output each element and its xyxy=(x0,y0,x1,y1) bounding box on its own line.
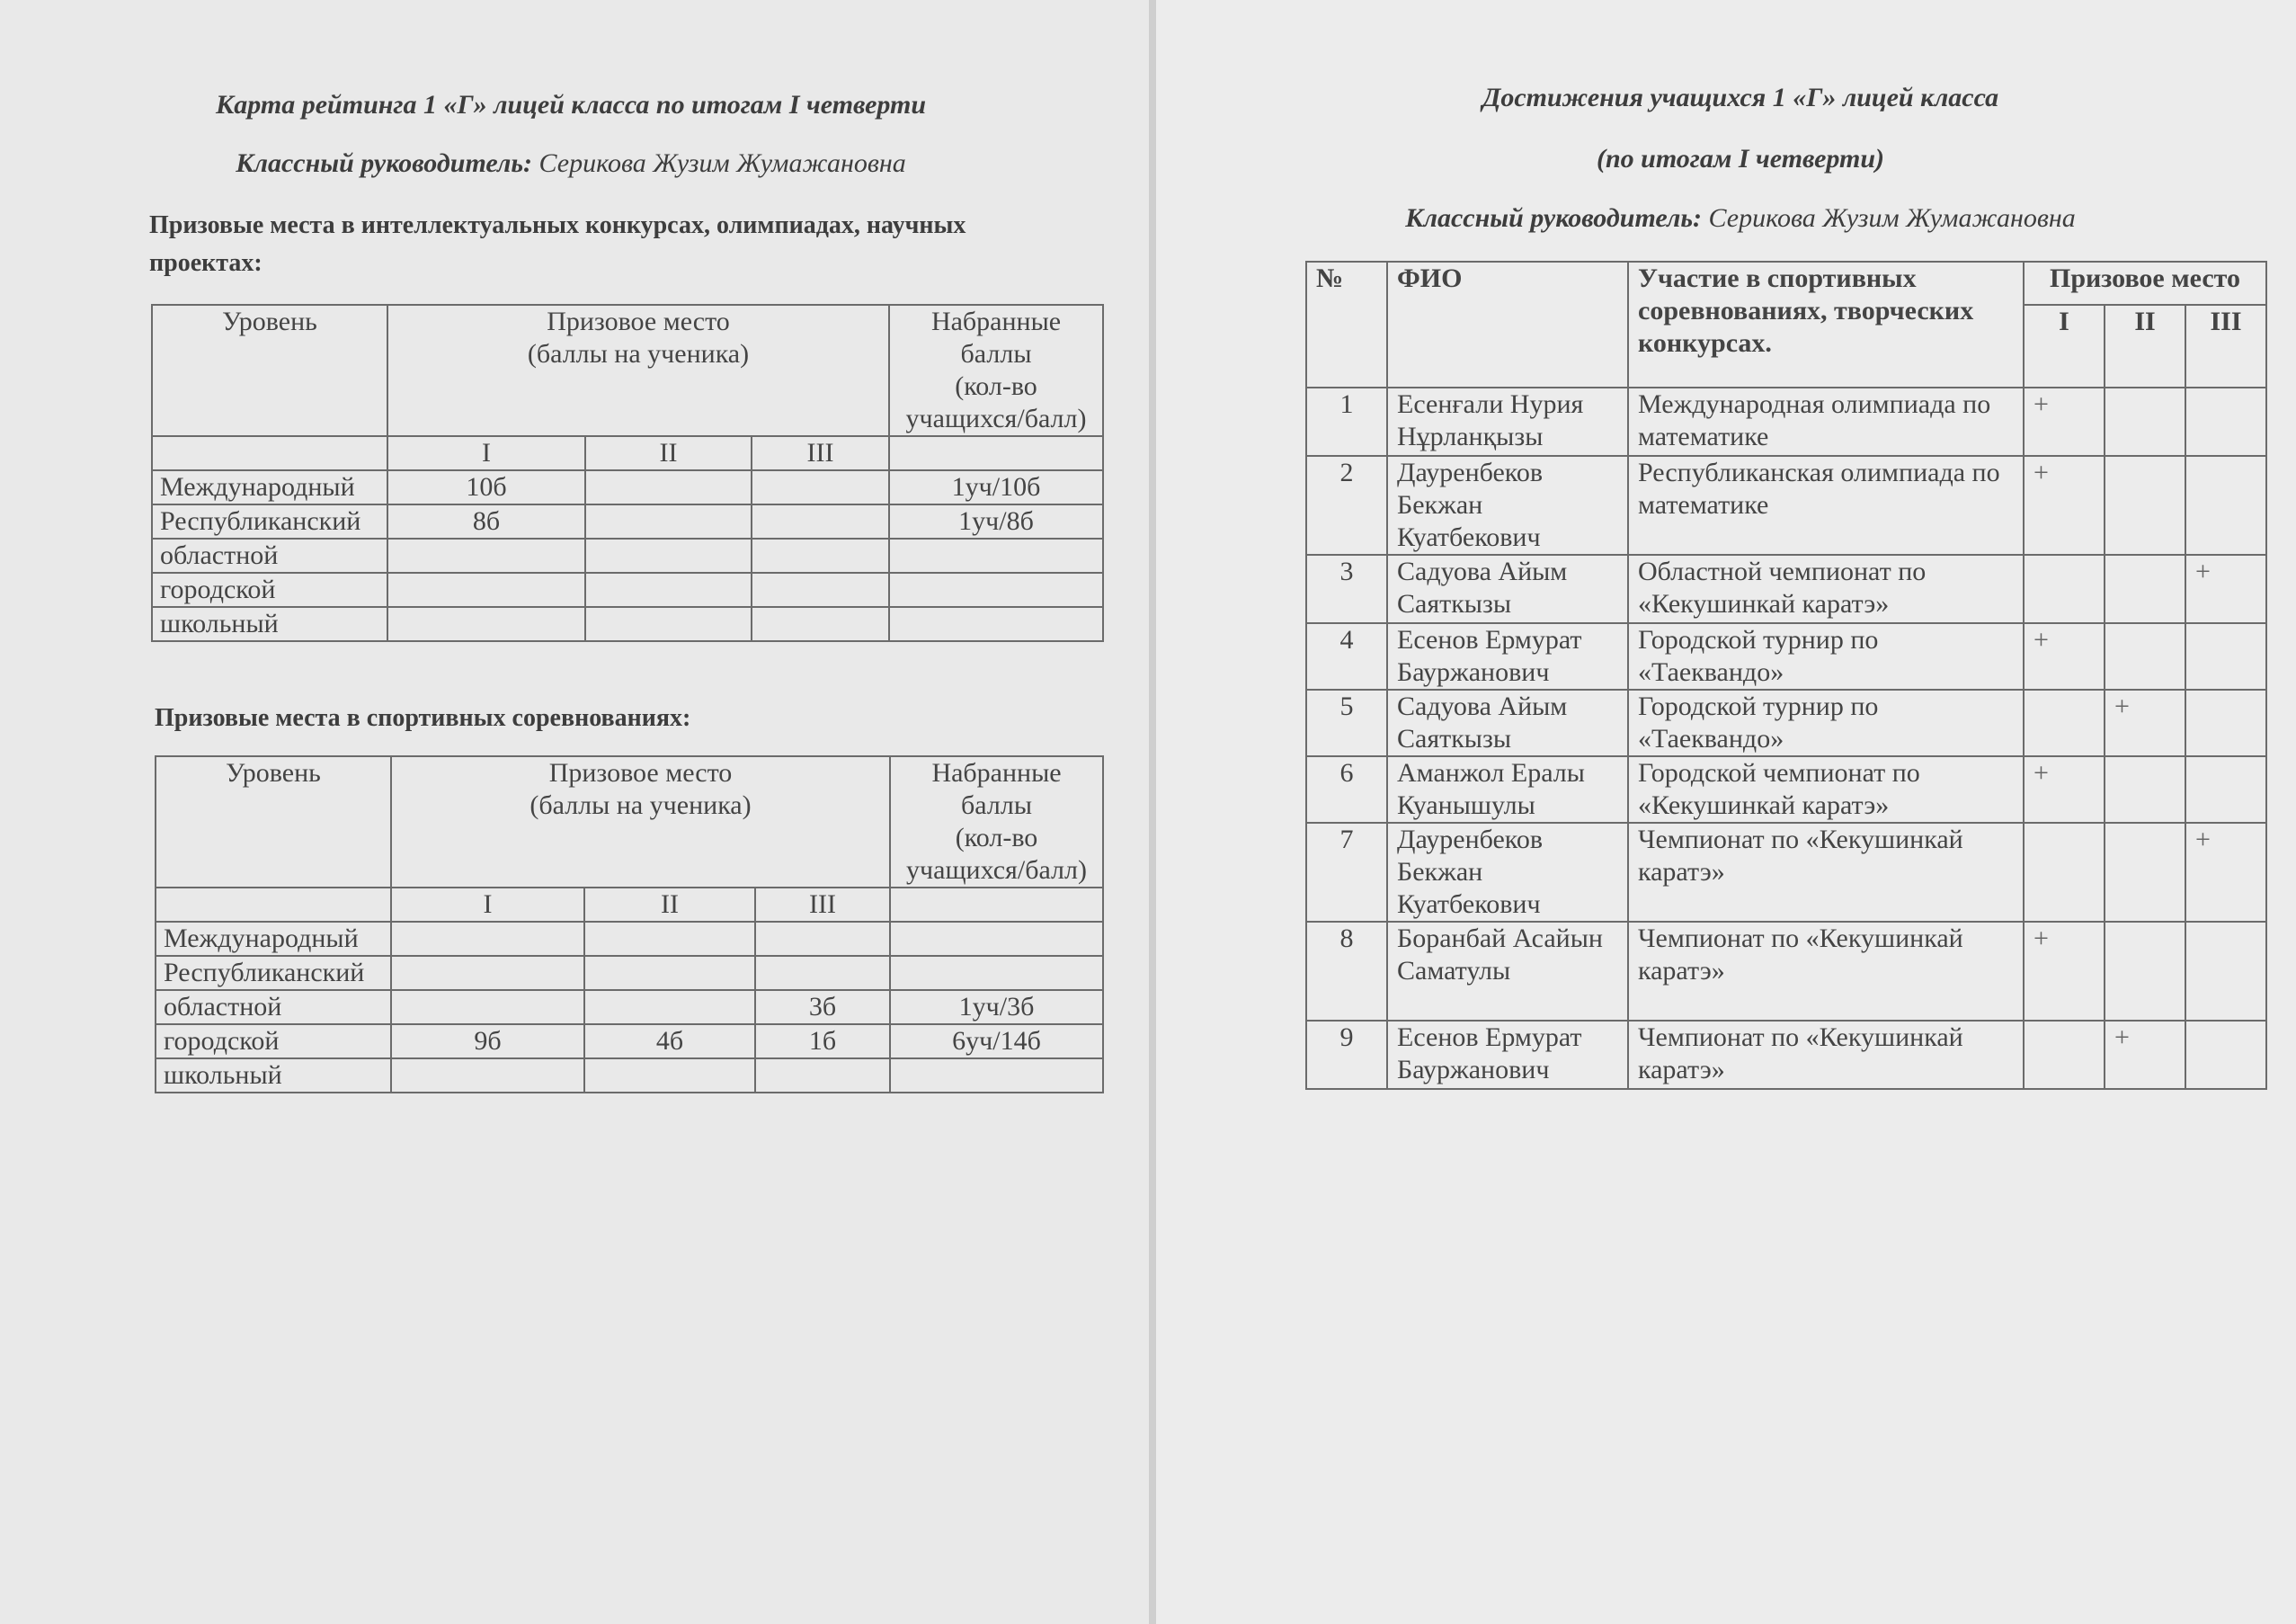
student-name: Садуова Айым Саяткызы xyxy=(1387,690,1628,756)
place-1-cell xyxy=(391,1058,584,1093)
place-1-cell xyxy=(2024,555,2105,623)
place-2-cell: + xyxy=(2105,690,2185,756)
row-number: 7 xyxy=(1306,823,1387,922)
place-1-cell xyxy=(2024,823,2105,922)
table-row xyxy=(1306,823,2266,922)
teacher-label: Классный руководитель: xyxy=(236,148,533,178)
level-cell: городской xyxy=(156,1024,391,1058)
row-number: 2 xyxy=(1306,456,1387,555)
score-cell: 1уч/10б xyxy=(889,470,1103,504)
sport-prizes-table xyxy=(155,755,1104,1093)
student-name: Есенов Ермурат Бауржанович xyxy=(1387,623,1628,690)
teacher-line-right xyxy=(1291,203,2190,234)
header-score-line1: Набранные xyxy=(931,758,1062,788)
place-3-cell xyxy=(2185,756,2266,823)
row-number: 3 xyxy=(1306,555,1387,623)
score-cell: 1уч/3б xyxy=(890,990,1103,1024)
score-cell xyxy=(890,922,1103,956)
table-row xyxy=(1306,555,2266,623)
place-2-cell xyxy=(2105,823,2185,922)
place-1-cell: + xyxy=(2024,756,2105,823)
achievements-table xyxy=(1305,261,2267,1090)
header-score-line4: учащихся/балл) xyxy=(906,855,1087,885)
row-number: 6 xyxy=(1306,756,1387,823)
row-number: 5 xyxy=(1306,690,1387,756)
score-cell xyxy=(890,1058,1103,1093)
header-name: ФИО xyxy=(1387,262,1628,388)
table-row xyxy=(156,1058,1103,1093)
header-score-line3: (кол-во xyxy=(955,823,1038,852)
place-1-cell xyxy=(387,539,585,573)
table-row xyxy=(1306,388,2266,456)
score-cell xyxy=(889,607,1103,641)
score-cell: 1уч/8б xyxy=(889,504,1103,539)
subheader-place-3: III xyxy=(752,436,889,470)
student-name: Садуова Айым Саяткызы xyxy=(1387,555,1628,623)
level-cell: областной xyxy=(156,990,391,1024)
place-1-cell xyxy=(391,922,584,956)
place-1-cell xyxy=(2024,690,2105,756)
header-prize: Призовое место xyxy=(2024,262,2266,305)
table-row xyxy=(152,539,1103,573)
place-3-cell: 1б xyxy=(755,1024,890,1058)
student-name: Дауренбеков Бекжан Куатбекович xyxy=(1387,456,1628,555)
header-place-1: I xyxy=(2024,305,2105,388)
place-2-cell xyxy=(2105,456,2185,555)
place-2-cell xyxy=(2105,922,2185,1021)
subheader-score-empty xyxy=(889,436,1103,470)
achievements-subtitle: (по итогам I четверти) xyxy=(1596,144,1885,174)
place-2-cell: 4б xyxy=(584,1024,755,1058)
place-3-cell xyxy=(752,504,889,539)
row-number: 8 xyxy=(1306,922,1387,1021)
row-number: 1 xyxy=(1306,388,1387,456)
header-score xyxy=(890,756,1103,888)
place-1-cell xyxy=(387,607,585,641)
section-intellectual-title-line2: проектах: xyxy=(149,249,263,277)
level-cell: Международный xyxy=(152,470,387,504)
place-1-cell xyxy=(387,573,585,607)
place-2-cell xyxy=(584,922,755,956)
place-2-cell xyxy=(2105,623,2185,690)
teacher-label: Классный руководитель: xyxy=(1405,203,1703,233)
subheader-place-1: I xyxy=(391,888,584,922)
place-2-cell xyxy=(585,504,752,539)
table-row xyxy=(152,607,1103,641)
header-score-line2: баллы xyxy=(960,339,1032,369)
place-3-cell: + xyxy=(2185,823,2266,922)
header-place-3: III xyxy=(2185,305,2266,388)
place-2-cell xyxy=(585,573,752,607)
level-cell: Республиканский xyxy=(156,956,391,990)
subheader-empty xyxy=(156,888,391,922)
header-prize xyxy=(391,756,890,888)
student-name: Боранбай Асайын Саматулы xyxy=(1387,922,1628,1021)
subheader-place-1: I xyxy=(387,436,585,470)
place-2-cell xyxy=(2105,388,2185,456)
place-3-cell: + xyxy=(2185,555,2266,623)
header-score-line3: (кол-во xyxy=(955,371,1037,401)
level-cell: городской xyxy=(152,573,387,607)
table-row xyxy=(156,990,1103,1024)
header-prize xyxy=(387,305,889,436)
place-2-cell: + xyxy=(2105,1021,2185,1089)
teacher-name: Серикова Жузим Жумажановна xyxy=(1708,203,2076,233)
student-name: Аманжол Ералы Куанышулы xyxy=(1387,756,1628,823)
place-1-cell: 9б xyxy=(391,1024,584,1058)
table-row xyxy=(1306,456,2266,555)
place-2-cell xyxy=(585,539,752,573)
place-1-cell: 8б xyxy=(387,504,585,539)
row-number: 9 xyxy=(1306,1021,1387,1089)
header-prize-line1: Призовое место xyxy=(547,307,730,336)
header-event: Участие в спортивных соревнованиях, творческих конкурсах. xyxy=(1628,262,2024,388)
place-2-cell xyxy=(2105,555,2185,623)
place-2-cell xyxy=(585,470,752,504)
place-3-cell xyxy=(2185,690,2266,756)
student-name: Дауренбеков Бекжан Куатбекович xyxy=(1387,823,1628,922)
place-3-cell xyxy=(752,573,889,607)
subheader-empty xyxy=(152,436,387,470)
header-level: Уровень xyxy=(152,305,387,436)
table-row xyxy=(156,956,1103,990)
place-1-cell: 10б xyxy=(387,470,585,504)
table-row xyxy=(1306,756,2266,823)
level-cell: Республиканский xyxy=(152,504,387,539)
table-row xyxy=(1306,690,2266,756)
place-2-cell xyxy=(584,956,755,990)
score-cell xyxy=(890,956,1103,990)
event-cell: Городской чемпионат по «Кекушинкай каратэ» xyxy=(1628,756,2024,823)
header-num: № xyxy=(1306,262,1387,388)
place-3-cell xyxy=(752,539,889,573)
right-page xyxy=(1156,0,2296,1624)
place-2-cell xyxy=(584,1058,755,1093)
table-row xyxy=(156,922,1103,956)
place-2-cell xyxy=(584,990,755,1024)
event-cell: Городской турнир по «Таеквандо» xyxy=(1628,623,2024,690)
place-3-cell xyxy=(2185,1021,2266,1089)
place-3-cell xyxy=(2185,922,2266,1021)
intellectual-prizes-table xyxy=(151,304,1104,642)
place-1-cell xyxy=(391,956,584,990)
section-sport-title: Призовые места в спортивных соревнованиях: xyxy=(155,704,691,732)
header-prize-line2: (баллы на ученика) xyxy=(530,790,752,820)
place-3-cell xyxy=(2185,623,2266,690)
subheader-place-2: II xyxy=(584,888,755,922)
score-cell: 6уч/14б xyxy=(890,1024,1103,1058)
header-score xyxy=(889,305,1103,436)
event-cell: Областной чемпионат по «Кекушинкай каратэ» xyxy=(1628,555,2024,623)
score-cell xyxy=(889,539,1103,573)
place-3-cell xyxy=(755,956,890,990)
place-1-cell xyxy=(2024,1021,2105,1089)
event-cell: Республиканская олимпиада по математике xyxy=(1628,456,2024,555)
score-cell xyxy=(889,573,1103,607)
event-cell: Чемпионат по «Кекушинкай каратэ» xyxy=(1628,823,2024,922)
student-name: Есенов Ермурат Бауржанович xyxy=(1387,1021,1628,1089)
header-level: Уровень xyxy=(156,756,391,888)
level-cell: Международный xyxy=(156,922,391,956)
section-intellectual-title-line1: Призовые места в интеллектуальных конкурсах, олимпиадах, научных xyxy=(149,211,966,239)
place-1-cell: + xyxy=(2024,388,2105,456)
header-prize-line2: (баллы на ученика) xyxy=(527,339,750,369)
place-1-cell xyxy=(391,990,584,1024)
rating-card-title: Карта рейтинга 1 «Г» лицей класса по итогам I четверти xyxy=(215,90,927,120)
place-3-cell: 3б xyxy=(755,990,890,1024)
place-1-cell: + xyxy=(2024,623,2105,690)
table-row xyxy=(156,1024,1103,1058)
event-cell: Международная олимпиада по математике xyxy=(1628,388,2024,456)
subheader-place-3: III xyxy=(755,888,890,922)
row-number: 4 xyxy=(1306,623,1387,690)
table-row xyxy=(1306,922,2266,1021)
place-1-cell: + xyxy=(2024,922,2105,1021)
table-row xyxy=(152,470,1103,504)
page-gutter xyxy=(1149,0,1156,1624)
event-cell: Городской турнир по «Таеквандо» xyxy=(1628,690,2024,756)
level-cell: школьный xyxy=(156,1058,391,1093)
teacher-line xyxy=(144,148,998,179)
teacher-name: Серикова Жузим Жумажановна xyxy=(538,148,906,178)
subheader-score-empty xyxy=(890,888,1103,922)
place-2-cell xyxy=(585,607,752,641)
header-prize-line1: Призовое место xyxy=(548,758,733,788)
header-place-2: II xyxy=(2105,305,2185,388)
place-3-cell xyxy=(755,922,890,956)
place-2-cell xyxy=(2105,756,2185,823)
level-cell: областной xyxy=(152,539,387,573)
table-row xyxy=(152,504,1103,539)
place-3-cell xyxy=(752,607,889,641)
place-3-cell xyxy=(2185,456,2266,555)
header-score-line4: учащихся/балл) xyxy=(905,404,1087,433)
achievements-title: Достижения учащихся 1 «Г» лицей класса xyxy=(1482,83,1999,112)
student-name: Есенғали Нурия Нұрланқызы xyxy=(1387,388,1628,456)
header-score-line2: баллы xyxy=(961,790,1032,820)
table-row xyxy=(1306,623,2266,690)
level-cell: школьный xyxy=(152,607,387,641)
event-cell: Чемпионат по «Кекушинкай каратэ» xyxy=(1628,1021,2024,1089)
place-3-cell xyxy=(2185,388,2266,456)
place-3-cell xyxy=(752,470,889,504)
subheader-place-2: II xyxy=(585,436,752,470)
header-score-line1: Набранные xyxy=(930,307,1062,336)
table-row xyxy=(1306,1021,2266,1089)
section-intellectual-title xyxy=(149,207,1120,282)
table-row xyxy=(152,573,1103,607)
place-1-cell: + xyxy=(2024,456,2105,555)
place-3-cell xyxy=(755,1058,890,1093)
event-cell: Чемпионат по «Кекушинкай каратэ» xyxy=(1628,922,2024,1021)
